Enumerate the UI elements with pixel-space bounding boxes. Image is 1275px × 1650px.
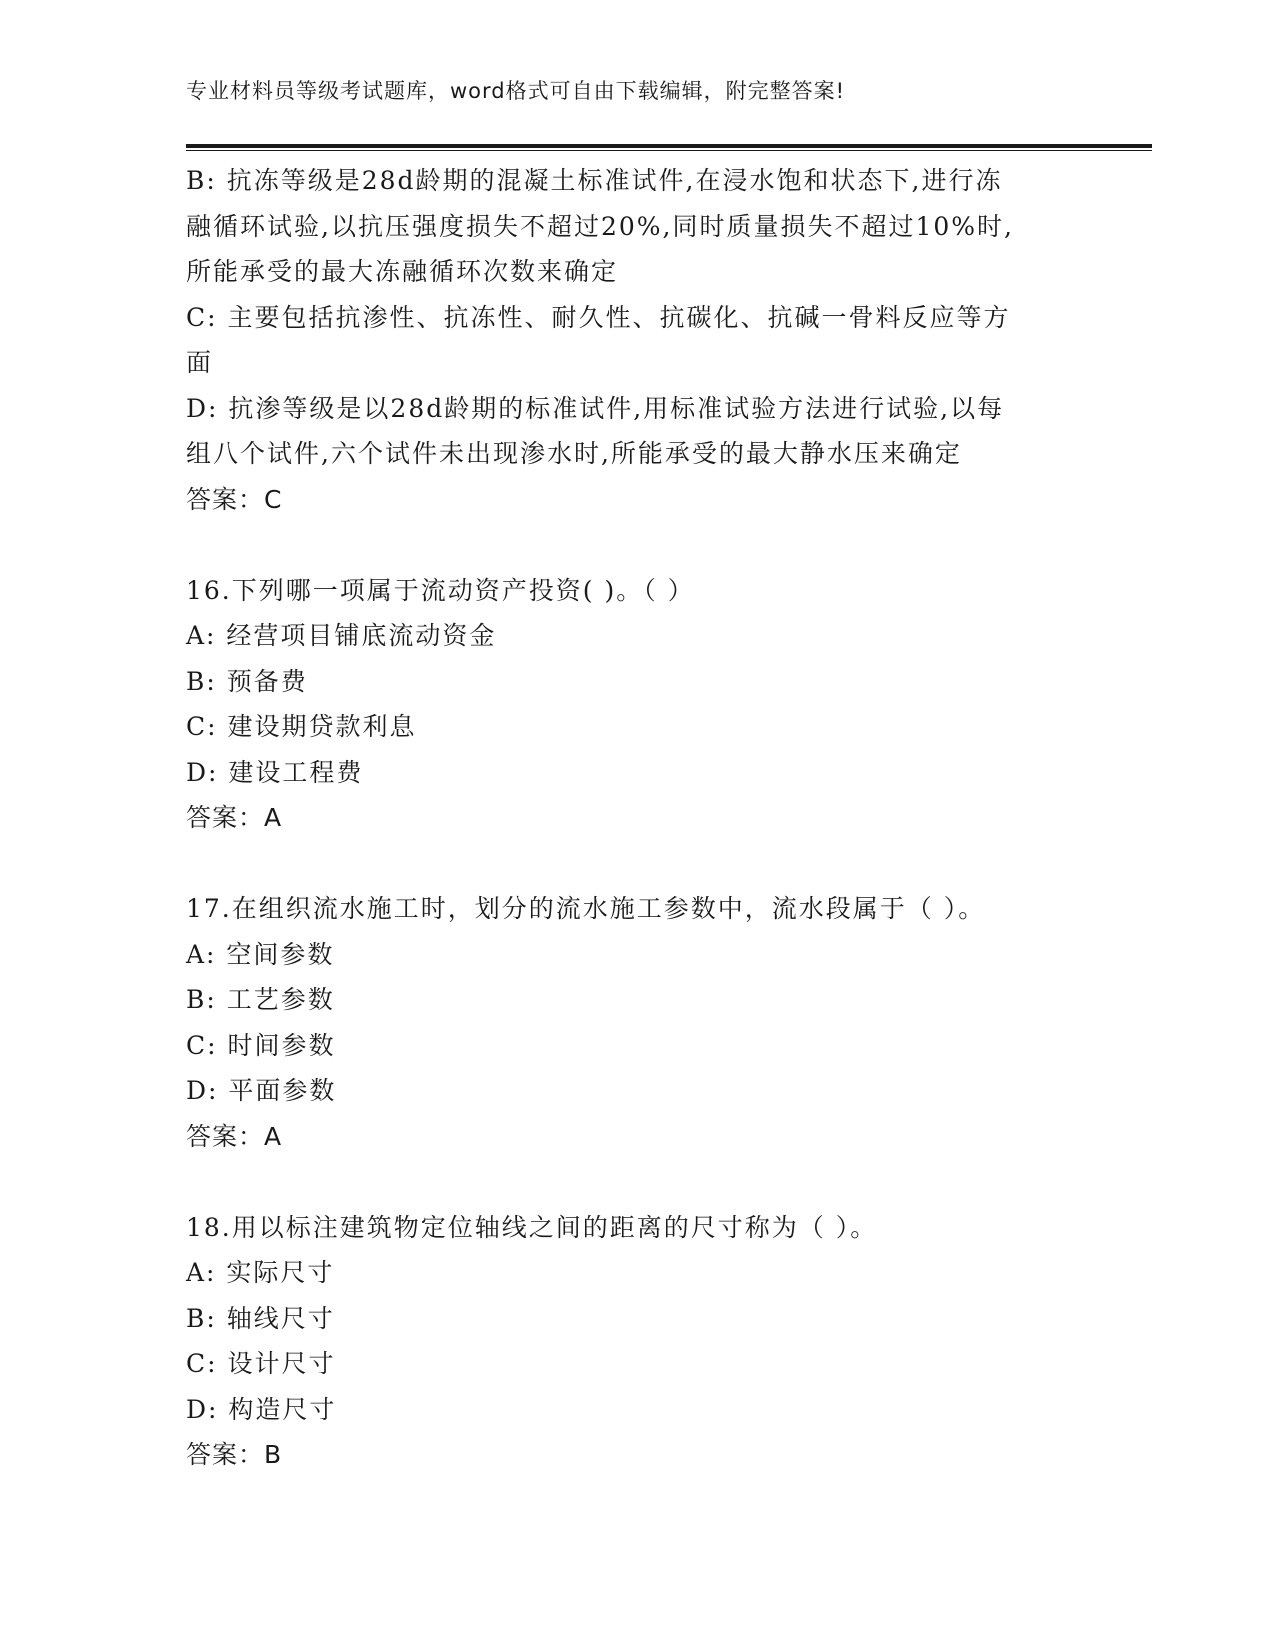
question-stem: 17.在组织流水施工时，划分的流水施工参数中，流水段属于（ ）。	[186, 894, 986, 923]
header-rule-thick	[186, 144, 1152, 148]
question-18	[186, 1205, 1086, 1478]
page-header: 专业材料员等级考试题库，word格式可自由下载编辑，附完整答案!	[186, 79, 846, 103]
answer-text: 答案：A	[186, 803, 283, 832]
option-text: 所能承受的最大冻融循环次数来确定	[186, 257, 619, 286]
option-d: D: 建设工程费	[186, 757, 364, 787]
option-a: A: 实际尺寸	[186, 1258, 335, 1287]
question-15-continued	[186, 158, 1086, 522]
answer-text: 答案：B	[186, 1440, 283, 1469]
document-content	[186, 158, 1086, 1478]
option-text: C: 主要包括抗渗性、抗冻性、耐久性、抗碳化、抗碱一骨料反应等方	[186, 302, 1011, 332]
answer-text: 答案：C	[186, 484, 283, 514]
option-c: C: 建设期贷款利息	[186, 712, 417, 741]
option-c: C: 时间参数	[186, 1030, 336, 1060]
option-a: A: 空间参数	[186, 939, 335, 969]
option-text: D: 抗渗等级是以28d龄期的标准试件,用标准试验方法进行试验,以每	[186, 393, 1005, 423]
option-b: B: 轴线尺寸	[186, 1303, 335, 1333]
question-17	[186, 886, 1086, 1159]
option-text: B: 抗冻等级是28d龄期的混凝土标准试件,在浸水饱和状态下,进行冻	[186, 166, 1003, 195]
option-d: D: 平面参数	[186, 1076, 337, 1105]
option-text: 组八个试件,六个试件未出现渗水时,所能承受的最大静水压来确定	[186, 439, 962, 468]
question-16	[186, 568, 1086, 841]
option-text: 面	[186, 348, 214, 377]
option-text: 融循环试验,以抗压强度损失不超过20%,同时质量损失不超过10%时,	[186, 211, 1014, 241]
option-a: A: 经营项目铺底流动资金	[186, 621, 497, 650]
answer-text: 答案：A	[186, 1121, 283, 1151]
option-b: B: 工艺参数	[186, 985, 335, 1014]
option-d: D: 构造尺寸	[186, 1394, 337, 1424]
option-c: C: 设计尺寸	[186, 1349, 336, 1378]
option-b: B: 预备费	[186, 666, 308, 696]
question-stem: 16.下列哪一项属于流动资产投资( )。（ ）	[186, 575, 695, 605]
question-stem: 18.用以标注建筑物定位轴线之间的距离的尺寸称为（ ）。	[186, 1212, 878, 1242]
header-rule-thin	[186, 150, 1152, 151]
